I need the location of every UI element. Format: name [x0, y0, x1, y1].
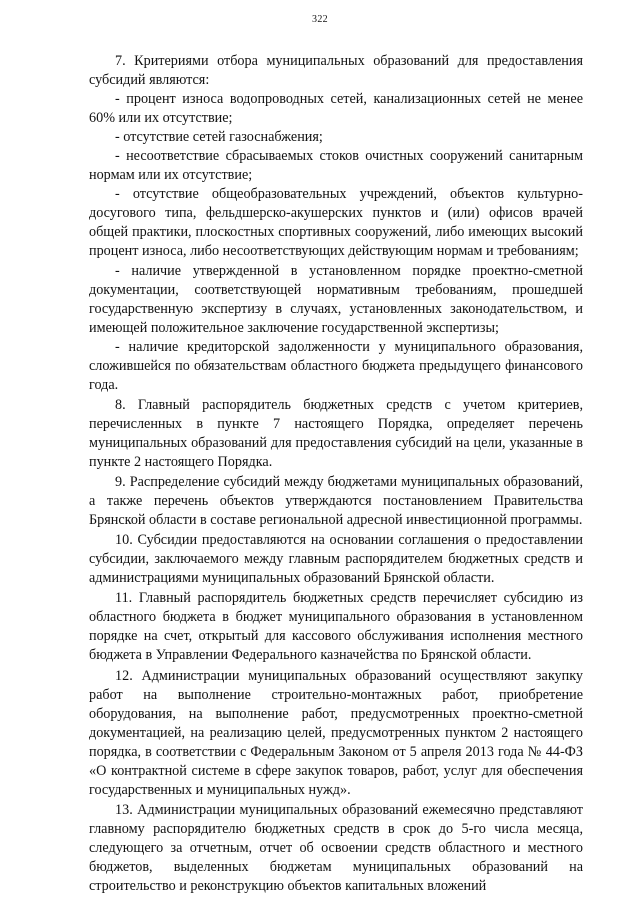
criterion-water-sewer: - процент износа водопроводных сетей, канализационных сетей не менее 60% или их отсутствие; [89, 91, 583, 127]
paragraph-13: 13. Администрации муниципальных образований ежемесячно представляют главному распорядителю бюджетных средств в срок до 5-го числа месяца, следующего за отчетным, отчет об освоении средств областного и местного бюджетов, выделенных бюджетам муниципальных образований на строительство и реконструкцию объектов капитальных вложений [89, 801, 583, 895]
paragraph-11: 11. Главный распорядитель бюджетных средств перечисляет субсидию из областного бюджета в бюджет муниципального образования в установленном порядке на счет, открытый для кассового обслуживания исполнения местного бюджета в Управлении Федерального казначейства по Брянской области. [89, 590, 583, 664]
paragraph-8: 8. Главный распорядитель бюджетных средств с учетом критериев, перечисленных в пункте 7 настоящего Порядка, определяет перечень муниципальных образований для предоставления субсидий на цели, указанные в пункте 2 настоящего Порядка. [89, 396, 583, 470]
criterion-debt: - наличие кредиторской задолженности у муниципального образования, сложившейся по обязательствам областного бюджета предыдущего финансового года. [89, 338, 583, 393]
criterion-design-documentation: - наличие утвержденной в установленном порядке проектно-сметной документации, соответствующей нормативным требованиям, прошедшей государственную экспертизу в случаях, установленных законодательством, и имеющей положительное заключение государственной экспертизы; [89, 262, 583, 336]
paragraph-7: 7. Критериями отбора муниципальных образований для предоставления субсидий являются: [89, 53, 583, 89]
page-number: 322 [312, 14, 328, 25]
criterion-wastewater: - несоответствие сбрасываемых стоков очистных сооружений санитарным нормам или их отсутствие; [89, 148, 583, 184]
paragraph-12: 12. Администрации муниципальных образований осуществляют закупку работ на выполнение строительно-монтажных работ, приобретение оборудования, на выполнение работ, предусмотренных проектно-сметной документацией, на реализацию целей, предусмотренных пунктом 2 настоящего порядка, в соответствии с Федеральным Законом от 5 апреля 2013 года № 44-ФЗ «О контрактной системе в сфере закупок товаров, работ, услуг для обеспечения государственных и муниципальных нужд». [89, 667, 583, 798]
document-body [89, 52, 583, 896]
criterion-gas: - отсутствие сетей газоснабжения; [115, 129, 323, 146]
criterion-social-facilities: - отсутствие общеобразовательных учреждений, объектов культурно-досугового типа, фельдшерско-акушерских пунктов и (или) офисов врачей общей практики, плоскостных спортивных сооружений, либо имеющих высокий процент износа, либо несоответствующих действующим нормам и требованиям; [89, 186, 583, 260]
paragraph-9: 9. Распределение субсидий между бюджетами муниципальных образований, а также перечень объектов утверждаются постановлением Правительства Брянской области в составе региональной адресной инвестиционной программы. [89, 474, 583, 529]
paragraph-10: 10. Субсидии предоставляются на основании соглашения о предоставлении субсидии, заключаемого между главным распорядителем бюджетных средств и администрациями муниципальных образований Брянской области. [89, 532, 583, 587]
